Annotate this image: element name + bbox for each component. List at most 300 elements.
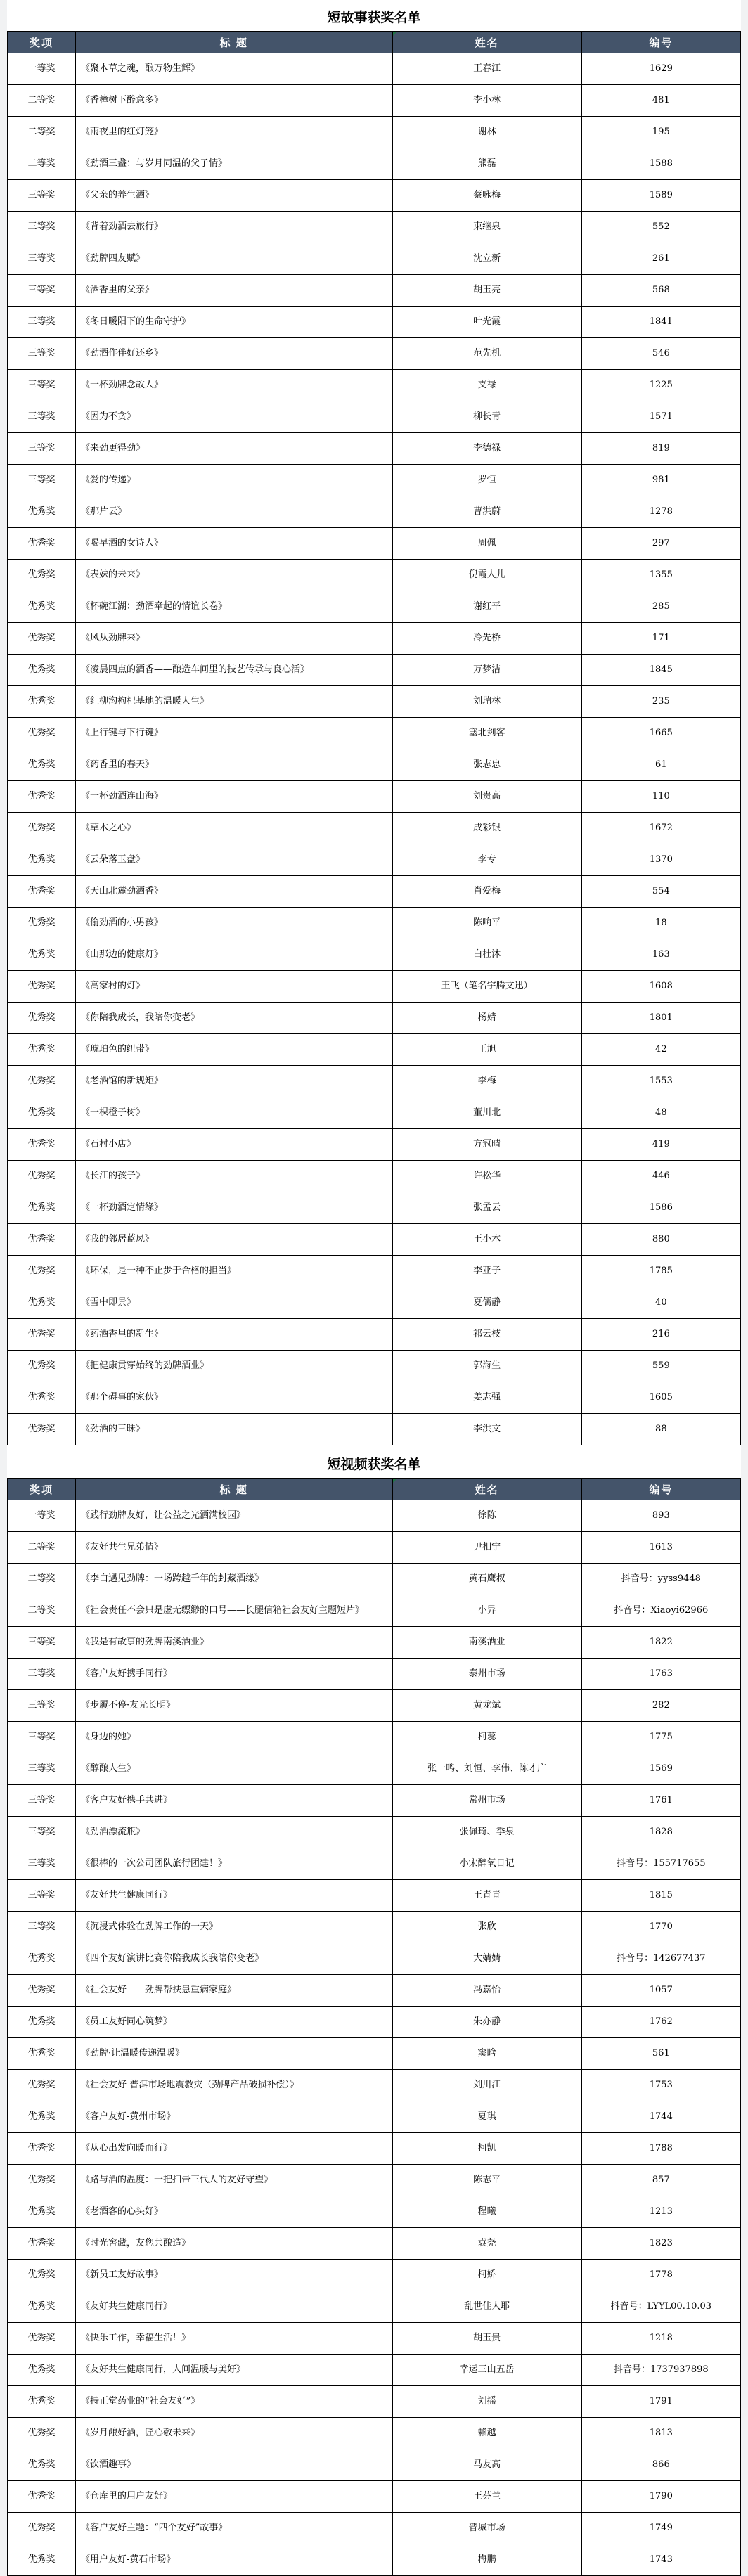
award-cell: 三等奖 [8,465,76,496]
award-cell: 优秀奖 [8,2165,76,2196]
name-cell: 曹洪蔚 [392,496,581,528]
number-cell: 1788 [581,2133,740,2165]
number-cell: 1629 [581,53,740,85]
award-cell: 三等奖 [8,1912,76,1943]
title-cell: 《饮酒趣事》 [75,2449,392,2481]
table-row [8,401,741,433]
title-cell: 《父亲的养生酒》 [75,180,392,212]
name-cell: 成彩银 [392,813,581,844]
name-cell: 小宋醉氧日记 [392,1848,581,1880]
name-cell: 乱世佳人耶 [392,2291,581,2323]
title-cell: 《药香里的春天》 [75,749,392,781]
number-cell: 163 [581,939,740,971]
name-cell: 泰州市场 [392,1659,581,1690]
award-cell: 优秀奖 [8,1034,76,1066]
name-cell: 王春江 [392,53,581,85]
name-cell: 陈响平 [392,908,581,939]
short-video-award-table [7,1478,741,2576]
number-cell: 1813 [581,2418,740,2449]
award-cell: 优秀奖 [8,2386,76,2418]
table-row [8,528,741,560]
title-cell: 《杯碗江湖：劲酒牵起的情谊长卷》 [75,591,392,623]
number-cell: 1278 [581,496,740,528]
title-cell: 《友好共生健康同行》 [75,2291,392,2323]
table-row [8,1690,741,1722]
title-cell: 《一杯劲酒连山海》 [75,781,392,813]
number-cell: 1213 [581,2196,740,2228]
name-cell: 柯凯 [392,2133,581,2165]
title-cell: 《云朵落玉盘》 [75,844,392,876]
number-cell: 1370 [581,844,740,876]
short-story-award-table [7,31,741,1445]
table-row [8,971,741,1003]
name-cell: 张佩琦、季泉 [392,1817,581,1848]
award-cell: 优秀奖 [8,1414,76,1445]
name-cell: 柯蕊 [392,1722,581,1753]
title-cell: 《沉浸式体验在劲牌工作的一天》 [75,1912,392,1943]
name-cell: 沈立新 [392,243,581,275]
name-cell: 李小林 [392,85,581,117]
table-row [8,53,741,85]
award-cell: 一等奖 [8,53,76,85]
number-cell: 1749 [581,2513,740,2544]
award-cell: 优秀奖 [8,560,76,591]
table-row [8,496,741,528]
number-cell: 1613 [581,1532,740,1564]
title-cell: 《表妹的未来》 [75,560,392,591]
number-cell: 40 [581,1287,740,1319]
number-cell: 1225 [581,370,740,401]
number-cell: 1571 [581,401,740,433]
name-cell: 晋城市场 [392,2513,581,2544]
number-cell: 1770 [581,1912,740,1943]
table-row [8,1627,741,1659]
award-cell: 优秀奖 [8,623,76,655]
table-row [8,2260,741,2291]
table-row [8,465,741,496]
award-cell: 优秀奖 [8,971,76,1003]
title-cell: 《我是有故事的劲牌南溪酒业》 [75,1627,392,1659]
title-cell: 《酒香里的父亲》 [75,275,392,307]
title-cell: 《琥珀色的纽带》 [75,1034,392,1066]
name-cell: 蔡咏梅 [392,180,581,212]
award-cell: 优秀奖 [8,939,76,971]
award-cell: 优秀奖 [8,2101,76,2133]
award-cell: 一等奖 [8,1500,76,1532]
name-cell: 许松华 [392,1161,581,1192]
name-cell: 赖越 [392,2418,581,2449]
number-cell: 42 [581,1034,740,1066]
name-cell: 胡玉亮 [392,275,581,307]
award-cell: 三等奖 [8,1753,76,1785]
title-cell: 《友好共生健康同行，人间温暖与美好》 [75,2355,392,2386]
title-cell: 《醇酿人生》 [75,1753,392,1785]
title-cell: 《李白遇见劲牌：一场跨越千年的封藏酒缘》 [75,1564,392,1595]
name-cell: 小异 [392,1595,581,1627]
table-row [8,1500,741,1532]
table-row [8,718,741,749]
name-cell: 张志忠 [392,749,581,781]
name-cell: 南溪酒业 [392,1627,581,1659]
award-cell: 优秀奖 [8,2228,76,2260]
table-row [8,2291,741,2323]
title-cell: 《客户友好-黄州市场》 [75,2101,392,2133]
award-cell: 三等奖 [8,1659,76,1690]
table-row [8,1975,741,2007]
table-row [8,212,741,243]
table-row [8,1753,741,1785]
table-row [8,1351,741,1382]
award-cell: 优秀奖 [8,749,76,781]
award-cell: 优秀奖 [8,1975,76,2007]
table-row [8,813,741,844]
name-cell: 王芬兰 [392,2481,581,2513]
title-cell: 《新员工友好故事》 [75,2260,392,2291]
table-row [8,1287,741,1319]
table-row [8,2228,741,2260]
number-cell: 1823 [581,2228,740,2260]
table-row [8,560,741,591]
title-cell: 《友好共生兄弟情》 [75,1532,392,1564]
short-video-table-title: 短视频获奖名单 [327,1457,421,1472]
award-cell: 三等奖 [8,370,76,401]
number-cell: 195 [581,117,740,148]
award-cell: 三等奖 [8,1690,76,1722]
name-cell: 叶光霞 [392,307,581,338]
name-cell: 束继泉 [392,212,581,243]
award-cell: 优秀奖 [8,591,76,623]
title-cell: 《雨夜里的红灯笼》 [75,117,392,148]
number-cell: 1822 [581,1627,740,1659]
award-cell: 优秀奖 [8,2007,76,2038]
name-cell: 梅鹏 [392,2544,581,2576]
table-row [8,876,741,908]
number-cell: 1763 [581,1659,740,1690]
number-cell: 1775 [581,1722,740,1753]
award-cell: 三等奖 [8,433,76,465]
number-cell: 1608 [581,971,740,1003]
number-cell: 1057 [581,1975,740,2007]
name-cell: 程曦 [392,2196,581,2228]
name-cell: 李洪文 [392,1414,581,1445]
award-cell: 三等奖 [8,338,76,370]
title-cell: 《凌晨四点的酒香——酿造车间里的技艺传承与良心活》 [75,655,392,686]
award-cell: 三等奖 [8,180,76,212]
name-cell: 万梦洁 [392,655,581,686]
number-cell: 554 [581,876,740,908]
title-cell: 《社会友好-普洱市场地震救灾（劲牌产品破损补偿）》 [75,2070,392,2101]
table-row [8,338,741,370]
number-cell: 559 [581,1351,740,1382]
title-cell: 《一杯劲酒定情缘》 [75,1192,392,1224]
award-cell: 三等奖 [8,1817,76,1848]
number-cell: 552 [581,212,740,243]
column-header-name [392,32,581,53]
name-cell: 冯嘉怡 [392,1975,581,2007]
table-row [8,370,741,401]
name-cell: 夏琪 [392,2101,581,2133]
name-cell: 刘贵高 [392,781,581,813]
number-cell: 1778 [581,2260,740,2291]
number-cell: 1589 [581,180,740,212]
title-cell: 《喝早酒的女诗人》 [75,528,392,560]
title-cell: 《老酒馆的新规矩》 [75,1066,392,1097]
name-cell: 董川北 [392,1097,581,1129]
table-row [8,1319,741,1351]
award-cell: 优秀奖 [8,844,76,876]
name-cell: 李亚子 [392,1256,581,1287]
title-cell: 《天山北麓劲酒香》 [75,876,392,908]
title-cell: 《雪中即景》 [75,1287,392,1319]
title-cell: 《路与酒的温度：一把扫帚三代人的友好守望》 [75,2165,392,2196]
award-cell: 优秀奖 [8,2544,76,2576]
table-row [8,180,741,212]
title-cell: 《社会责任不会只是虚无缥缈的口号——长腿信箱社会友好主题短片》 [75,1595,392,1627]
column-header-name-label: 姓名 [475,1483,499,1496]
title-cell: 《从心出发向暖而行》 [75,2133,392,2165]
table-row [8,1659,741,1690]
number-cell: 1586 [581,1192,740,1224]
number-cell: 261 [581,243,740,275]
table-row [8,1595,741,1627]
name-cell: 倪霞人儿 [392,560,581,591]
award-cell: 优秀奖 [8,1351,76,1382]
number-cell: 235 [581,686,740,718]
number-cell: 880 [581,1224,740,1256]
number-cell: 抖音号：yyss9448 [581,1564,740,1595]
number-cell: 48 [581,1097,740,1129]
award-cell: 优秀奖 [8,1319,76,1351]
name-cell: 大婧婧 [392,1943,581,1975]
award-cell: 优秀奖 [8,1066,76,1097]
title-cell: 《时光窖藏，友您共酿造》 [75,2228,392,2260]
award-cell: 三等奖 [8,1880,76,1912]
name-cell: 熊磊 [392,148,581,180]
award-cell: 优秀奖 [8,2513,76,2544]
award-cell: 三等奖 [8,307,76,338]
award-cell: 优秀奖 [8,2323,76,2355]
number-cell: 110 [581,781,740,813]
table-row [8,1161,741,1192]
number-cell: 981 [581,465,740,496]
title-cell: 《背着劲酒去旅行》 [75,212,392,243]
table-row [8,2449,741,2481]
document [7,0,741,2576]
number-cell: 61 [581,749,740,781]
short-story-section [7,4,741,1445]
award-cell: 优秀奖 [8,1192,76,1224]
number-cell: 1845 [581,655,740,686]
title-cell: 《劲酒的三昧》 [75,1414,392,1445]
table-row [8,307,741,338]
number-cell: 1569 [581,1753,740,1785]
name-cell: 张孟云 [392,1192,581,1224]
table-row [8,275,741,307]
name-cell: 李专 [392,844,581,876]
name-cell: 胡玉贵 [392,2323,581,2355]
title-cell: 《客户友好携手共进》 [75,1785,392,1817]
number-cell: 1762 [581,2007,740,2038]
award-cell: 优秀奖 [8,1256,76,1287]
short-story-table-title: 短故事获奖名单 [327,11,421,25]
title-cell: 《四个友好演讲比赛你陪我成长我陪你变老》 [75,1943,392,1975]
award-cell: 优秀奖 [8,528,76,560]
name-cell: 白杜沐 [392,939,581,971]
title-cell: 《劲酒漂流瓶》 [75,1817,392,1848]
column-header-name [392,1479,581,1500]
table-row [8,591,741,623]
number-cell: 866 [581,2449,740,2481]
table-row [8,2544,741,2576]
column-header-number: 编号 [581,32,740,53]
title-cell: 《一棵橙子树》 [75,1097,392,1129]
number-cell: 抖音号：LYYL00.10.03 [581,2291,740,2323]
number-cell: 抖音号：1737937898 [581,2355,740,2386]
name-cell: 张欣 [392,1912,581,1943]
number-cell: 568 [581,275,740,307]
name-cell: 刘摇 [392,2386,581,2418]
number-cell: 446 [581,1161,740,1192]
award-cell: 优秀奖 [8,2355,76,2386]
table-row [8,2038,741,2070]
name-cell: 肖爱梅 [392,876,581,908]
title-cell: 《很棒的一次公司团队旅行团建！》 [75,1848,392,1880]
table-row [8,1722,741,1753]
table-row [8,908,741,939]
title-cell: 《践行劲牌友好，让公益之光洒满校园》 [75,1500,392,1532]
table-row [8,1129,741,1161]
award-cell: 二等奖 [8,85,76,117]
title-cell: 《你陪我成长，我陪你变老》 [75,1003,392,1034]
title-cell: 《偷劲酒的小男孩》 [75,908,392,939]
award-cell: 优秀奖 [8,781,76,813]
title-cell: 《劲牌·让温暖传递温暖》 [75,2038,392,2070]
table-row [8,1564,741,1595]
title-cell: 《山那边的健康灯》 [75,939,392,971]
award-cell: 优秀奖 [8,1097,76,1129]
title-cell: 《客户友好携手同行》 [75,1659,392,1690]
name-cell: 周佩 [392,528,581,560]
award-cell: 优秀奖 [8,813,76,844]
short-video-section [7,1445,741,2576]
title-cell: 《客户友好主题：“四个友好”故事》 [75,2513,392,2544]
number-cell: 1672 [581,813,740,844]
name-cell: 范先机 [392,338,581,370]
name-cell: 柯娇 [392,2260,581,2291]
table-row [8,148,741,180]
name-cell: 塞北剑客 [392,718,581,749]
number-cell: 1218 [581,2323,740,2355]
column-header-number: 编号 [581,1479,740,1500]
title-cell: 《高家村的灯》 [75,971,392,1003]
name-cell: 柳长青 [392,401,581,433]
name-cell: 王飞（笔名宇腾文迅） [392,971,581,1003]
table-row [8,2418,741,2449]
column-header-award: 奖项 [8,1479,76,1500]
number-cell: 1355 [581,560,740,591]
name-cell: 郭海生 [392,1351,581,1382]
award-cell: 三等奖 [8,275,76,307]
name-cell: 朱亦静 [392,2007,581,2038]
award-cell: 优秀奖 [8,1161,76,1192]
name-cell: 姜志强 [392,1382,581,1414]
award-cell: 二等奖 [8,1595,76,1627]
award-cell: 优秀奖 [8,2449,76,2481]
award-cell: 三等奖 [8,1722,76,1753]
header-row [8,1479,741,1500]
number-cell: 561 [581,2038,740,2070]
award-cell: 优秀奖 [8,2481,76,2513]
table-row [8,2513,741,2544]
table-row [8,686,741,718]
column-header-title: 标 题 [75,1479,392,1500]
award-cell: 三等奖 [8,1785,76,1817]
table-row [8,1943,741,1975]
name-cell: 谢林 [392,117,581,148]
award-cell: 优秀奖 [8,1129,76,1161]
title-cell: 《那个碍事的家伙》 [75,1382,392,1414]
award-cell: 优秀奖 [8,1224,76,1256]
award-cell: 二等奖 [8,117,76,148]
title-cell: 《劲酒作伴好还乡》 [75,338,392,370]
name-cell: 常州市场 [392,1785,581,1817]
number-cell: 857 [581,2165,740,2196]
table-row [8,2196,741,2228]
table-row [8,2007,741,2038]
table-row [8,1817,741,1848]
number-cell: 抖音号：155717655 [581,1848,740,1880]
name-cell: 李德禄 [392,433,581,465]
award-cell: 二等奖 [8,148,76,180]
table-row [8,1532,741,1564]
award-cell: 优秀奖 [8,655,76,686]
title-cell: 《步履不停·友光长明》 [75,1690,392,1722]
award-cell: 二等奖 [8,1564,76,1595]
title-cell: 《社会友好——劲牌帮扶患重病家庭》 [75,1975,392,2007]
cell-error-flag [393,32,397,36]
name-cell: 袁尧 [392,2228,581,2260]
number-cell: 抖音号：Xiaoyi62966 [581,1595,740,1627]
table-row [8,1256,741,1287]
title-cell: 《聚本草之魂，酿万物生辉》 [75,53,392,85]
table-row [8,2323,741,2355]
award-cell: 优秀奖 [8,2133,76,2165]
table-row [8,2070,741,2101]
table-row [8,1097,741,1129]
name-cell: 张一鸣、刘恒、李伟、陈才广 [392,1753,581,1785]
number-cell: 1588 [581,148,740,180]
number-cell: 18 [581,908,740,939]
number-cell: 1665 [581,718,740,749]
award-cell: 优秀奖 [8,2260,76,2291]
name-cell: 幸运三山五岳 [392,2355,581,2386]
title-cell: 《红柳沟枸杞基地的温暖人生》 [75,686,392,718]
award-cell: 优秀奖 [8,686,76,718]
number-cell: 893 [581,1500,740,1532]
award-cell: 二等奖 [8,1532,76,1564]
title-cell: 《草木之心》 [75,813,392,844]
name-cell: 尹相宁 [392,1532,581,1564]
table-row [8,1224,741,1256]
number-cell: 1790 [581,2481,740,2513]
number-cell: 1743 [581,2544,740,2576]
table-row [8,2133,741,2165]
award-cell: 优秀奖 [8,876,76,908]
award-cell: 优秀奖 [8,1382,76,1414]
number-cell: 1744 [581,2101,740,2133]
name-cell: 杨婧 [392,1003,581,1034]
award-cell: 优秀奖 [8,908,76,939]
